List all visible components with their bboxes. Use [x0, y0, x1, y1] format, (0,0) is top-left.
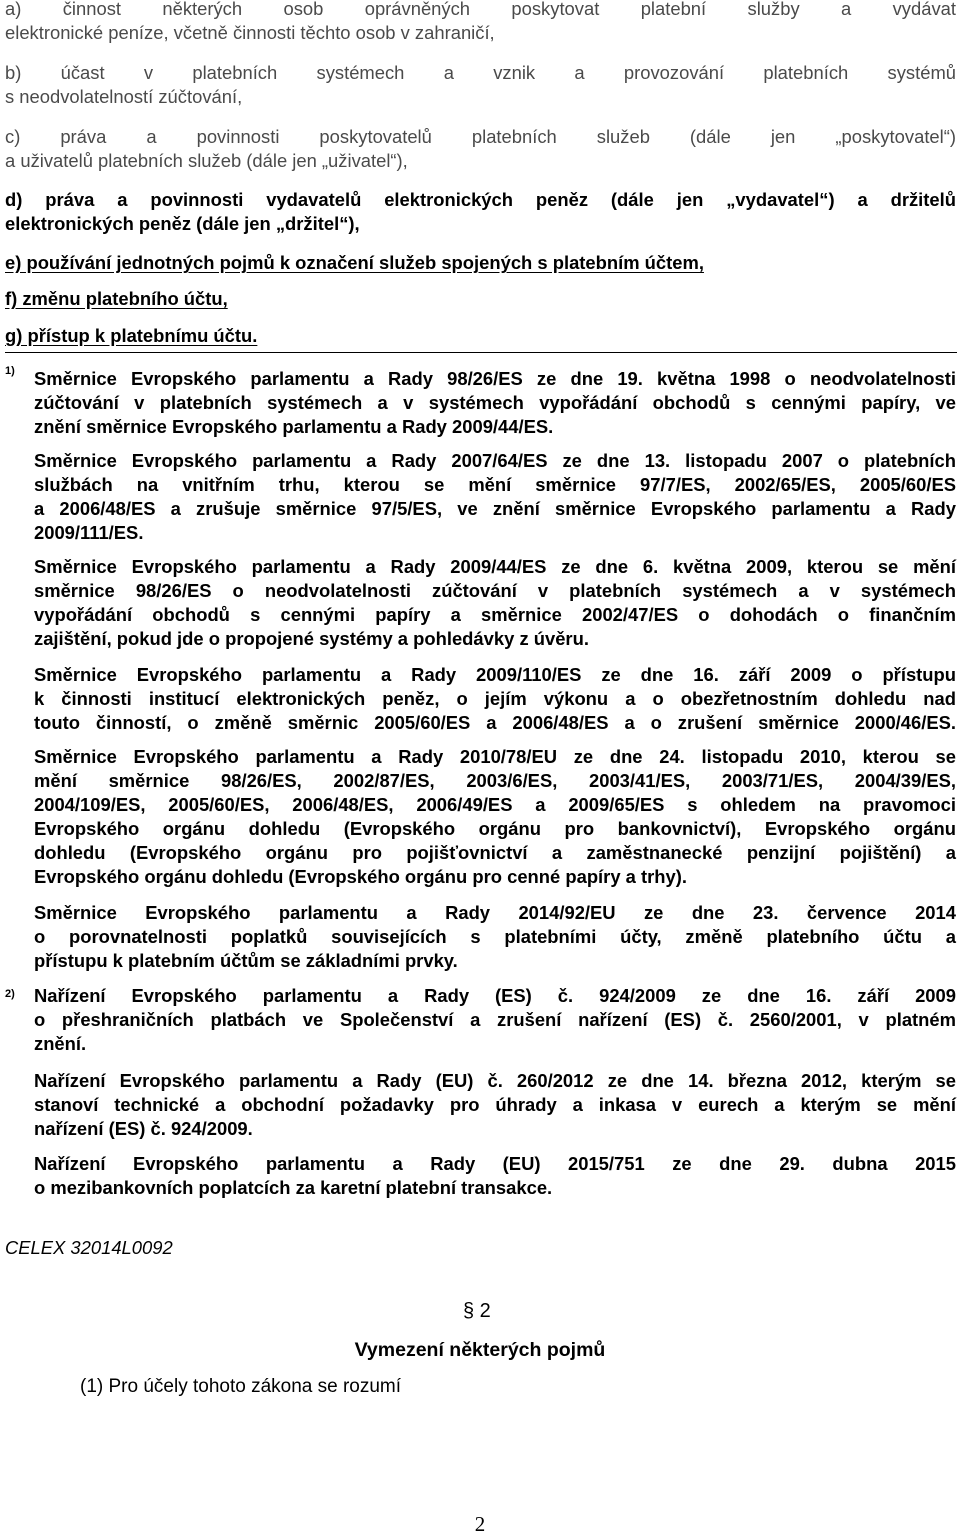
list-item-b-line2: s neodvolatelností zúčtování, [5, 86, 243, 107]
footnote-1-p5-line4: Evropského orgánu dohledu (Evropského orgánu pro bankovnictví), Evropského orgánu [34, 818, 956, 839]
list-item-a-line1: a) činnost některých osob oprávněných poskytovat platební služby a vydávat [5, 0, 956, 19]
section-number: § 2 [463, 1300, 491, 1322]
footnote-1-p1-line2: zúčtování v platebních systémech a v systémech vypořádání obchodů s cennými papíry, ve [34, 392, 956, 413]
footnote-1-p5-line2: mění směrnice 98/26/ES, 2002/87/ES, 2003/6/ES, 2003/41/ES, 2003/71/ES, 2004/39/ES, [34, 770, 956, 791]
footnote-1-p3-line4: zajištění, pokud jde o propojené systémy a pohledávky z úvěru. [34, 628, 589, 649]
list-item-e [5, 251, 956, 275]
footnote-separator [5, 352, 957, 353]
footnote-1-p4-line2: k činnosti institucí elektronických peněz, o jejím výkonu a o obezřetnostním dohledu nad [34, 688, 956, 709]
footnote-1-p1-line1: Směrnice Evropského parlamentu a Rady 98/26/ES ze dne 19. května 1998 o neodvolatelnosti [34, 368, 956, 389]
list-item-f-text: f) změnu platebního účtu, [5, 288, 228, 309]
section-clause-1: (1) Pro účely tohoto zákona se rozumí [80, 1376, 402, 1397]
footnote-1-p5-line5: dohledu (Evropského orgánu pro pojišťovnictví a zaměstnanecké penzijní pojištění) a [34, 842, 956, 863]
footnote-1-p6-line1: Směrnice Evropského parlamentu a Rady 2014/92/EU ze dne 23. července 2014 [34, 902, 956, 923]
list-item-g-text: g) přístup k platebnímu účtu. [5, 325, 258, 346]
list-item-e-text: e) používání jednotných pojmů k označení služeb spojených s platebním účtem, [5, 252, 704, 273]
footnote-1-p6-line2: o porovnatelnosti poplatků souvisejících s platebními účty, změně platebního účtu a [34, 926, 956, 947]
list-item-f [5, 287, 956, 311]
page-number: 2 [474, 1512, 486, 1536]
list-item-g [5, 324, 956, 348]
list-item-a-line2: elektronické peníze, včetně činnosti těchto osob v zahraničí, [5, 22, 495, 43]
footnote-marker-1: 1) [5, 365, 15, 377]
footnote-1-p5-line3: 2004/109/ES, 2005/60/ES, 2006/48/ES, 2006/49/ES a 2009/65/ES s ohledem na pravomoci [34, 794, 956, 815]
list-item-d-line1: d) práva a povinnosti vydavatelů elektronických peněz (dále jen „vydavatel“) a držitelů [5, 189, 956, 210]
list-item-d-line2: elektronických peněz (dále jen „držitel“), [5, 213, 360, 234]
footnote-1-p2-line4: 2009/111/ES. [34, 522, 144, 543]
list-item-c-line1: c) práva a povinnosti poskytovatelů platebních služeb (dále jen „poskytovatel“) [5, 126, 956, 147]
footnote-1-p2-line2: službách na vnitřním trhu, kterou se mění směrnice 97/7/ES, 2002/65/ES, 2005/60/ES [34, 474, 956, 495]
footnote-2-p2-line3: nařízení (ES) č. 924/2009. [34, 1118, 253, 1139]
footnote-2-p2-line1: Nařízení Evropského parlamentu a Rady (EU) č. 260/2012 ze dne 14. března 2012, kterým se [34, 1070, 956, 1091]
footnote-1-p4-line1: Směrnice Evropského parlamentu a Rady 2009/110/ES ze dne 16. září 2009 o přístupu [34, 664, 956, 685]
section-heading: Vymezení některých pojmů [354, 1339, 606, 1361]
list-item-c-line2: a uživatelů platebních služeb (dále jen „uživatel“), [5, 150, 408, 171]
footnote-2-p1-line1: Nařízení Evropského parlamentu a Rady (ES) č. 924/2009 ze dne 16. září 2009 [34, 985, 956, 1006]
footnote-1-p3-line1: Směrnice Evropského parlamentu a Rady 2009/44/ES ze dne 6. května 2009, kterou se mění [34, 556, 956, 577]
footnote-1-p2-line3: a 2006/48/ES a zrušuje směrnice 97/5/ES, ve znění směrnice Evropského parlamentu a Rady [34, 498, 956, 519]
footnote-2-p2-line2: stanoví technické a obchodní požadavky pro úhrady a inkasa v eurech a kterým se mění [34, 1094, 956, 1115]
footnote-1-p5-line1: Směrnice Evropského parlamentu a Rady 2010/78/EU ze dne 24. listopadu 2010, kterou se [34, 746, 956, 767]
footnote-1-p3-line2: směrnice 98/26/ES o neodvolatelnosti zúčtování v platebních systémech a v systémech [34, 580, 956, 601]
footnote-2-p1-line2: o přeshraničních platbách ve Společenství a zrušení nařízení (ES) č. 2560/2001, v platném [34, 1009, 956, 1030]
celex-reference: CELEX 32014L0092 [5, 1237, 173, 1258]
footnote-2-p3-line2: o mezibankovních poplatcích za karetní platební transakce. [34, 1177, 553, 1198]
footnote-1-p2-line1: Směrnice Evropského parlamentu a Rady 2007/64/ES ze dne 13. listopadu 2007 o platebních [34, 450, 956, 471]
footnote-2-p3-line1: Nařízení Evropského parlamentu a Rady (EU) 2015/751 ze dne 29. dubna 2015 [34, 1153, 956, 1174]
footnote-1-p6-line3: přístupu k platebním účtům se základními prvky. [34, 950, 458, 971]
footnote-2-p1-line3: znění. [34, 1033, 87, 1054]
footnote-marker-2: 2) [5, 988, 15, 1000]
footnote-1-p4-line3: touto činností, o změně směrnic 2005/60/ES a 2006/48/ES a o zrušení směrnice 2000/46/ES. [34, 712, 956, 733]
footnote-1-p5-line6: Evropského orgánu dohledu (Evropského orgánu pro cenné papíry a trhy). [34, 866, 687, 887]
footnote-1-p1-line3: znění směrnice Evropského parlamentu a Rady 2009/44/ES. [34, 416, 554, 437]
footnote-1-p3-line3: vypořádání obchodů s cennými papíry a směrnice 2002/47/ES o dohodách o finančním [34, 604, 956, 625]
list-item-b-line1: b) účast v platebních systémech a vznik a provozování platebních systémů [5, 62, 956, 83]
